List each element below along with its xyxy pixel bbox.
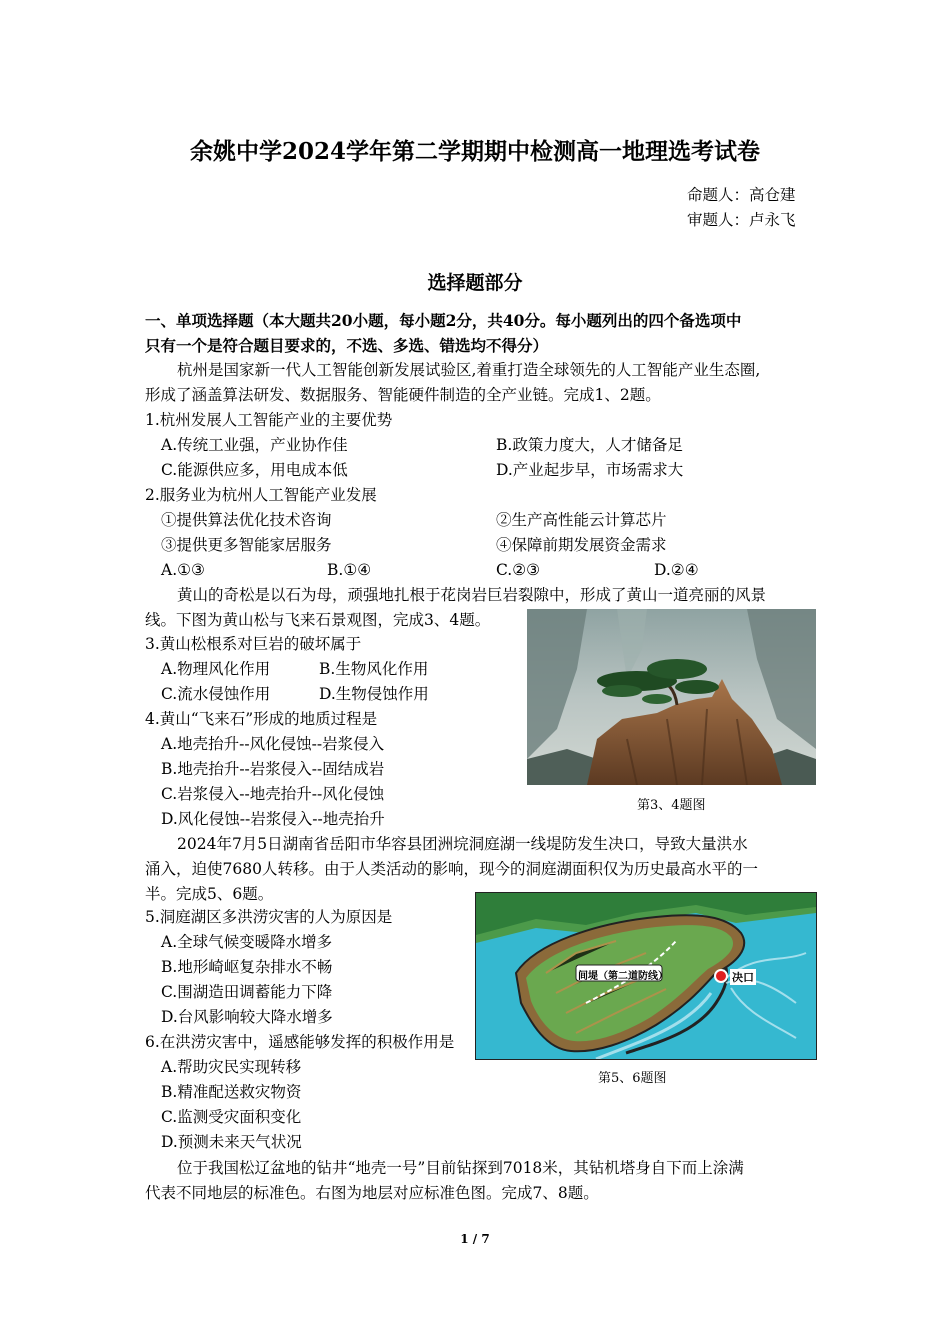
q1-option-c: C.能源供应多，用电成本低: [161, 461, 348, 479]
q4-option-c: C.岩浆侵入--地壳抬升--风化侵蚀: [161, 785, 385, 803]
passage4-line2: 代表不同地层的标准色。右图为地层对应标准色图。完成7、8题。: [145, 1184, 599, 1202]
q1-option-a: A.传统工业强，产业协作佳: [161, 436, 348, 454]
q3-option-b: B.生物风化作用: [319, 660, 429, 678]
q5-stem: 5.洞庭湖区多洪涝灾害的人为原因是: [145, 908, 393, 926]
q2-statement-1: ①提供算法优化技术咨询: [161, 511, 332, 529]
map-label-breach: 决口: [732, 971, 754, 984]
q4-stem: 4.黄山“飞来石”形成的地质过程是: [145, 710, 378, 728]
q3-option-d: D.生物侵蚀作用: [319, 685, 429, 703]
q1-option-b: B.政策力度大，人才储备足: [496, 436, 683, 454]
q3-option-c: C.流水侵蚀作用: [161, 685, 271, 703]
q2-option-b: B.①④: [327, 561, 372, 579]
q2-option-d: D.②④: [654, 561, 699, 579]
passage4-line1: 位于我国松辽盆地的钻井“地壳一号”目前钻探到7018米，其钻机塔身自下而上涂满: [177, 1159, 744, 1177]
q2-statement-4: ④保障前期发展资金需求: [496, 536, 667, 554]
q6-option-d: D.预测未来天气状况: [161, 1133, 302, 1151]
q2-option-c: C.②③: [496, 561, 541, 579]
reviewer-name: 审题人：卢永飞: [687, 211, 796, 229]
q3-option-a: A.物理风化作用: [161, 660, 271, 678]
instructions-line1: 一、单项选择题（本大题共20小题，每小题2分，共40分。每小题列出的四个备选项中: [145, 311, 742, 330]
section-title: 选择题部分: [427, 272, 523, 294]
passage1-line2: 形成了涵盖算法研发、数据服务、智能硬件制造的全产业链。完成1、2题。: [145, 386, 661, 404]
q6-option-c: C.监测受灾面积变化: [161, 1108, 302, 1126]
huangshan-pine-photo: [527, 609, 816, 785]
q5-option-d: D.台风影响较大降水增多: [161, 1008, 333, 1026]
page-number: 1 / 7: [460, 1232, 490, 1246]
instructions-line2: 只有一个是符合题目要求的，不选、多选、错选均不得分）: [145, 336, 549, 355]
q4-option-a: A.地壳抬升--风化侵蚀--岩浆侵入: [161, 735, 385, 753]
q2-statement-3: ③提供更多智能家居服务: [161, 536, 332, 554]
q6-option-a: A.帮助灾民实现转移: [161, 1058, 302, 1076]
figure1-caption: 第3、4题图: [637, 798, 706, 813]
flood-breach-map: [475, 892, 817, 1060]
q1-option-d: D.产业起步早，市场需求大: [496, 461, 684, 479]
q2-stem: 2.服务业为杭州人工智能产业发展: [145, 486, 377, 504]
passage3-line3: 半。完成5、6题。: [145, 885, 274, 903]
q6-stem: 6.在洪涝灾害中，遥感能够发挥的积极作用是: [145, 1033, 455, 1051]
q2-statement-2: ②生产高性能云计算芯片: [496, 511, 667, 529]
passage1-line1: 杭州是国家新一代人工智能创新发展试验区,着重打造全球领先的人工智能产业生态圈,: [177, 361, 761, 379]
q5-option-a: A.全球气候变暖降水增多: [161, 933, 333, 951]
figure2-caption: 第5、6题图: [598, 1071, 667, 1086]
page-title: 余姚中学2024学年第二学期期中检测高一地理选考试卷: [189, 138, 760, 165]
q4-option-d: D.风化侵蚀--岩浆侵入--地壳抬升: [161, 810, 385, 828]
q6-option-b: B.精准配送救灾物资: [161, 1083, 302, 1101]
q4-option-b: B.地壳抬升--岩浆侵入--固结成岩: [161, 760, 385, 778]
q2-option-a: A.①③: [161, 561, 205, 579]
passage3-line2: 涌入，迫使7680人转移。由于人类活动的影响，现今的洞庭湖面积仅为历史最高水平的一: [145, 860, 758, 878]
passage2-line2: 线。下图为黄山松与飞来石景观图，完成3、4题。: [145, 611, 491, 629]
q5-option-c: C.围湖造田调蓄能力下降: [161, 983, 333, 1001]
q1-stem: 1.杭州发展人工智能产业的主要优势: [145, 411, 393, 429]
q5-option-b: B.地形崎岖复杂排水不畅: [161, 958, 333, 976]
q3-stem: 3.黄山松根系对巨岩的破坏属于: [145, 635, 362, 653]
passage3-line1: 2024年7月5日湖南省岳阳市华容县团洲垸洞庭湖一线堤防发生决口，导致大量洪水: [177, 835, 748, 853]
setter-name: 命题人：高仓建: [687, 186, 796, 204]
map-label-dike: 间堤（第二道防线）: [578, 971, 668, 982]
passage2-line1: 黄山的奇松是以石为母，顽强地扎根于花岗岩巨岩裂隙中，形成了黄山一道亮丽的风景: [177, 586, 767, 604]
